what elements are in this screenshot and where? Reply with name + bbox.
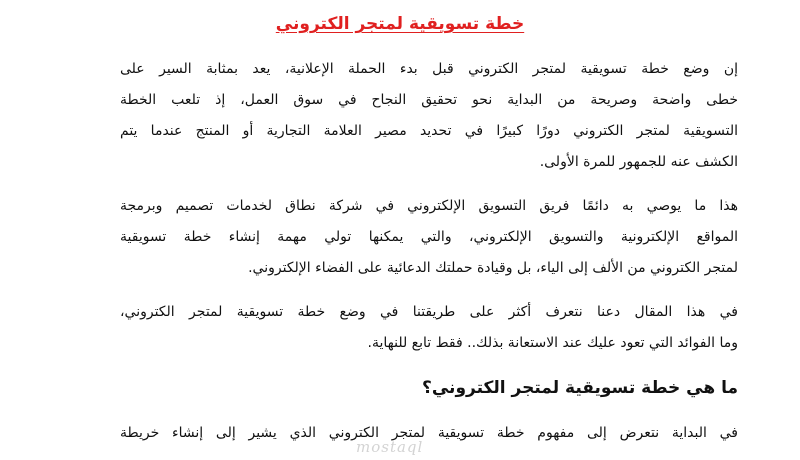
watermark-logo: mostaql xyxy=(356,438,424,456)
paragraph-line: في هذا المقال دعنا نتعرف أكثر على طريقتنا في وضع خطة تسويقية لمتجر الكتروني، xyxy=(120,304,738,320)
section-heading: ما هي خطة تسويقية لمتجر الكتروني؟ xyxy=(422,378,738,398)
paragraph-line: وما الفوائد التي تعود عليك عند الاستعانة بذلك.. فقط تابع للنهاية. xyxy=(367,335,738,351)
paragraph-recommendation xyxy=(120,191,738,284)
paragraph-article-scope xyxy=(120,297,738,359)
paragraph-definition xyxy=(120,418,738,449)
paragraph-line: التسويقية لمتجر الكتروني دورًا كبيرًا في تحديد مصير العلامة التجارية أو المنتج عندما يتم xyxy=(120,123,738,139)
paragraph-line: خطى واضحة وصريحة من البداية نحو تحقيق النجاح في سوق العمل، إذ تلعب الخطة xyxy=(120,92,738,108)
paragraph-line: هذا ما يوصي به دائمًا فريق التسويق الإلكتروني في شركة نطاق لخدمات تصميم وبرمجة xyxy=(120,198,738,214)
paragraph-line: إن وضع خطة تسويقية لمتجر الكتروني قبل بدء الحملة الإعلانية، يعد بمثابة السير على xyxy=(120,61,738,77)
paragraph-line: المواقع الإلكترونية والتسويق الإلكتروني، والتي يمكنها تولي مهمة إنشاء خطة تسويقية xyxy=(120,229,738,245)
document-title: خطة تسويقية لمتجر الكتروني xyxy=(275,14,525,34)
paragraph-line: لمتجر الكتروني من الألف إلى الياء، بل وقيادة حملتك الدعائية على الفضاء الإلكتروني. xyxy=(248,260,738,276)
paragraph-intro xyxy=(120,54,738,178)
paragraph-line: في البداية نتعرض إلى مفهوم خطة تسويقية لمتجر الكتروني الذي يشير إلى إنشاء خريطة xyxy=(120,425,738,441)
paragraph-line: الكشف عنه للجمهور للمرة الأولى. xyxy=(539,154,738,170)
